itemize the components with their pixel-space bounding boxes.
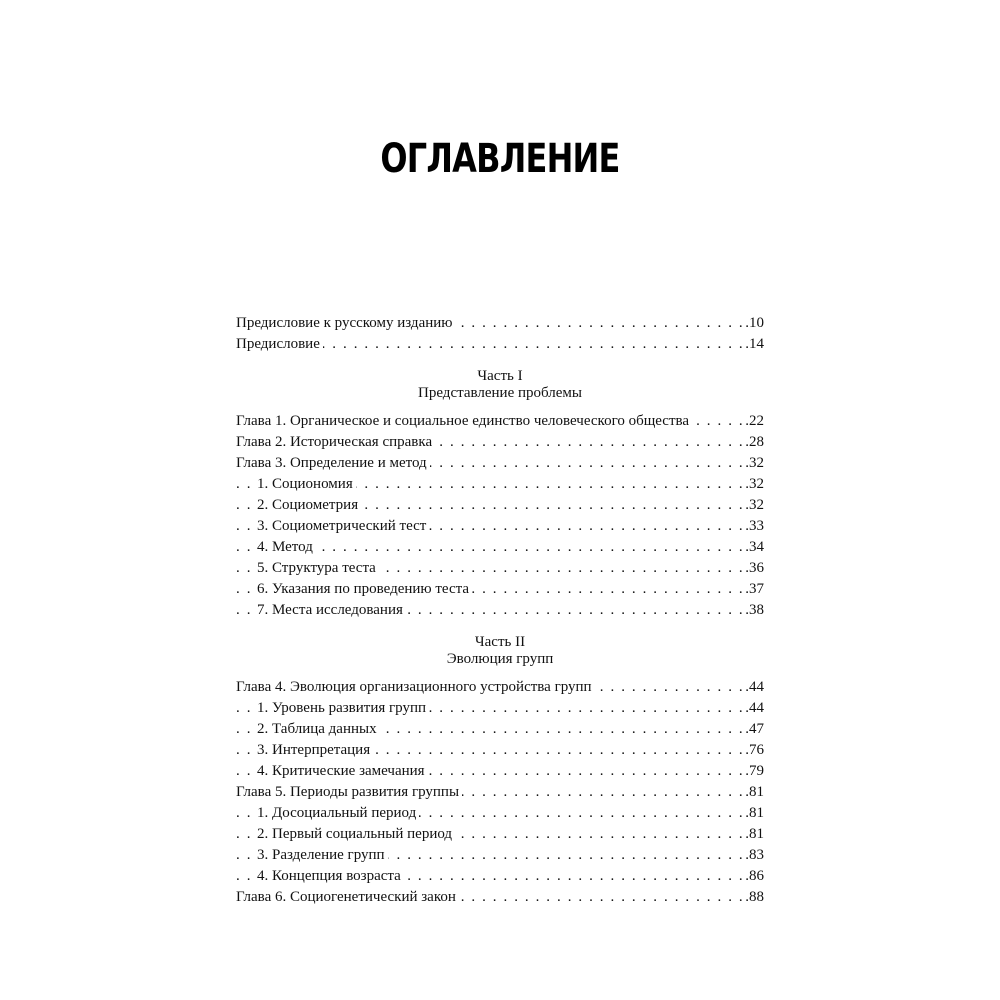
toc-page-number: .28 <box>745 432 764 453</box>
toc-page-number: .32 <box>745 474 764 495</box>
toc-subentry[interactable] <box>236 866 764 887</box>
toc-page-number: .33 <box>745 516 764 537</box>
toc-entry[interactable] <box>236 432 764 453</box>
toc-entry[interactable] <box>236 453 764 474</box>
toc-page-number: .88 <box>745 887 764 908</box>
toc-entry[interactable] <box>236 334 764 355</box>
toc-subentry[interactable] <box>236 824 764 845</box>
toc-entry-title: Предисловие <box>236 336 323 352</box>
toc-entry-title: Глава 3. Определение и метод <box>236 455 430 471</box>
toc-entry-title: Предисловие к русскому изданию <box>236 315 455 331</box>
toc-subentry[interactable] <box>236 600 764 621</box>
toc-page-number: .14 <box>745 334 764 355</box>
toc-entry-title: Глава 4. Эволюция организационного устройства групп <box>236 679 595 695</box>
toc-subentry[interactable] <box>236 474 764 495</box>
toc-entry-title: 2. Социометрия <box>257 497 361 513</box>
toc-page-number: .37 <box>745 579 764 600</box>
toc-subentry[interactable] <box>236 761 764 782</box>
part-label: Часть II <box>474 634 526 650</box>
toc-subentry[interactable] <box>236 719 764 740</box>
toc-page-number: .44 <box>745 698 764 719</box>
toc-entry-title: Глава 1. Органическое и социальное единство человеческого общества <box>236 413 692 429</box>
toc-page-number: .36 <box>745 558 764 579</box>
toc-subentry[interactable] <box>236 537 764 558</box>
toc-page-number: .86 <box>745 866 764 887</box>
part-name: Представление проблемы <box>418 385 582 401</box>
toc-page-number: .81 <box>745 782 764 803</box>
toc-entry[interactable] <box>236 887 764 908</box>
toc-entry-title: 1. Социономия <box>257 476 356 492</box>
toc-entry-title: Глава 6. Социогенетический закон <box>236 889 459 905</box>
toc-page-number: .79 <box>745 761 764 782</box>
toc-entry[interactable] <box>236 313 764 334</box>
toc-page-number: .32 <box>745 495 764 516</box>
toc-entry[interactable] <box>236 677 764 698</box>
toc-page-number: .83 <box>745 845 764 866</box>
table-of-contents <box>236 313 764 908</box>
toc-subentry[interactable] <box>236 558 764 579</box>
toc-entry[interactable] <box>236 782 764 803</box>
toc-entry-title: 2. Первый социальный период <box>257 826 455 842</box>
toc-entry-title: 1. Уровень развития групп <box>257 700 429 716</box>
toc-page-number: .32 <box>745 453 764 474</box>
part-name: Эволюция групп <box>446 651 554 667</box>
toc-entry-title: Глава 5. Периоды развития группы <box>236 784 462 800</box>
toc-page-number: .47 <box>745 719 764 740</box>
toc-entry-title: 5. Структура теста <box>257 560 379 576</box>
toc-subentry[interactable] <box>236 698 764 719</box>
toc-page-number: .34 <box>745 537 764 558</box>
toc-entry-title: 7. Места исследования <box>257 602 406 618</box>
toc-entry[interactable] <box>236 411 764 432</box>
toc-entry-title: 2. Таблица данных <box>257 721 380 737</box>
toc-entry-title: 4. Метод <box>257 539 316 555</box>
part-label: Часть I <box>477 368 523 384</box>
toc-entry-title: 3. Социометрический тест <box>257 518 429 534</box>
toc-page-number: .44 <box>745 677 764 698</box>
toc-page-number: .22 <box>745 411 764 432</box>
toc-subentry[interactable] <box>236 579 764 600</box>
toc-page-number: .10 <box>745 313 764 334</box>
toc-subentry[interactable] <box>236 516 764 537</box>
toc-page-number: .76 <box>745 740 764 761</box>
toc-entry-title: 6. Указания по проведению теста <box>257 581 472 597</box>
toc-entry-title: 4. Концепция возраста <box>257 868 404 884</box>
toc-entry-title: 3. Разделение групп <box>257 847 388 863</box>
page-title: ОГЛАВЛЕНИЕ <box>380 136 620 182</box>
toc-subentry[interactable] <box>236 803 764 824</box>
toc-subentry[interactable] <box>236 845 764 866</box>
toc-entry-title: 3. Интерпретация <box>257 742 373 758</box>
toc-entry-title: 4. Критические замечания <box>257 763 428 779</box>
toc-subentry[interactable] <box>236 495 764 516</box>
part-heading <box>236 634 764 668</box>
toc-page-number: .38 <box>745 600 764 621</box>
toc-entry-title: Глава 2. Историческая справка <box>236 434 435 450</box>
toc-entry-title: 1. Досоциальный период <box>257 805 419 821</box>
toc-page-number: .81 <box>745 803 764 824</box>
toc-page-number: .81 <box>745 824 764 845</box>
toc-subentry[interactable] <box>236 740 764 761</box>
part-heading <box>236 368 764 402</box>
